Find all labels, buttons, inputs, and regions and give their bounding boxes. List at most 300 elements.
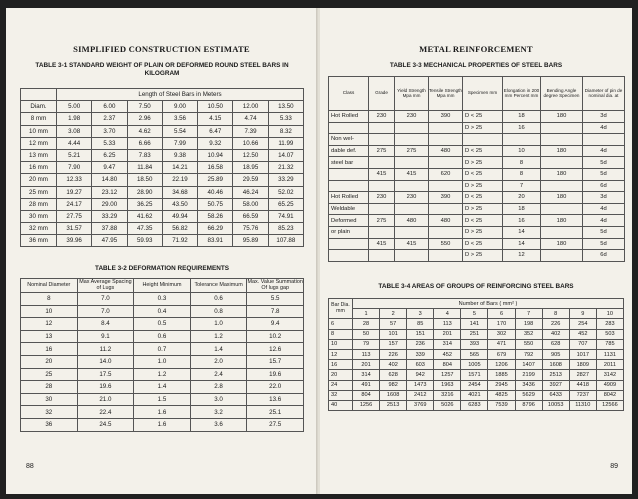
table3-cell [541, 134, 583, 146]
table4-area-cell: 471 [488, 339, 515, 349]
table1-weight-cell: 7.90 [57, 162, 92, 174]
table4-area-cell: 4909 [596, 380, 623, 390]
table4-area-cell: 8042 [596, 390, 623, 400]
table2-cell: 22.4 [77, 406, 134, 419]
table4-area-cell: 79 [353, 339, 380, 349]
table3-cell: 8 [503, 168, 541, 180]
table1-steel-weight [20, 88, 304, 247]
table3-cell: 4d [583, 145, 625, 157]
table1-weight-cell: 21.32 [268, 162, 303, 174]
table1-weight-cell: 83.91 [198, 235, 233, 247]
table3-cell: D > 25 [463, 203, 503, 215]
table3-cell [369, 250, 395, 262]
table-row [21, 137, 304, 149]
table4-area-cell: 201 [353, 360, 380, 370]
table4-count-header: 2 [380, 309, 407, 319]
table2-cell: 25.1 [247, 406, 304, 419]
table1-weight-cell: 29.00 [92, 198, 127, 210]
table2-cell: 28 [21, 381, 78, 394]
table1-weight-cell: 39.96 [57, 235, 92, 247]
table3-cell: Hot Rolled [329, 111, 369, 123]
table-row [21, 318, 304, 331]
table2-cell: 5.5 [247, 293, 304, 306]
table3-cell: 4d [583, 215, 625, 227]
table1-weight-cell: 34.68 [162, 186, 197, 198]
table4-area-cell: 151 [407, 329, 434, 339]
table3-cell: 14 [503, 238, 541, 250]
table3-cell: 5d [583, 168, 625, 180]
table1-weight-cell: 4.74 [233, 113, 268, 125]
table1-weight-cell: 71.92 [162, 235, 197, 247]
table2-cell: 10.2 [247, 330, 304, 343]
table3-cell [369, 180, 395, 192]
table4-dia-cell: 8 [329, 329, 353, 339]
table1-weight-cell: 2.37 [92, 113, 127, 125]
table4-area-cell: 550 [515, 339, 542, 349]
table2-cell: 0.3 [134, 293, 191, 306]
table2-header: Tolerance Maximum [190, 279, 247, 293]
table2-cell: 14.0 [77, 355, 134, 368]
table3-cell: 180 [541, 215, 583, 227]
table1-diam-cell: 36 mm [21, 235, 57, 247]
table1-diam-cell: 10 mm [21, 125, 57, 137]
table1-weight-cell: 33.29 [92, 210, 127, 222]
table2-deformation [20, 278, 304, 432]
table2-cell: 1.6 [134, 418, 191, 431]
table1-group-header: Length of Steel Bars in Meters [57, 89, 304, 101]
table1-weight-cell: 12.50 [233, 149, 268, 161]
table4-dia-cell: 24 [329, 380, 353, 390]
table1-diam-cell: 32 mm [21, 223, 57, 235]
table2-cell: 1.5 [134, 393, 191, 406]
table2-cell: 0.5 [134, 318, 191, 331]
table-row [329, 215, 625, 227]
table3-cell [541, 226, 583, 238]
table1-weight-cell: 95.89 [233, 235, 268, 247]
table4-area-cell: 113 [434, 319, 461, 329]
table2-cell: 0.8 [190, 305, 247, 318]
table4-area-cell: 11310 [569, 400, 596, 410]
table3-cell: 6d [583, 180, 625, 192]
table2-cell: 36 [21, 418, 78, 431]
table1-weight-cell: 4.62 [127, 125, 162, 137]
table3-cell: dable def. [329, 145, 369, 157]
table1-weight-cell: 33.29 [268, 174, 303, 186]
table2-cell: 8 [21, 293, 78, 306]
table3-cell [395, 157, 429, 169]
table3-cell: D < 25 [463, 238, 503, 250]
table3-header: Bending Angle degree Specimen [541, 77, 583, 111]
table3-cell: 4d [583, 203, 625, 215]
table3-cell [429, 157, 463, 169]
table3-cell: 5d [583, 157, 625, 169]
page-header: METAL REINFORCEMENT [419, 44, 533, 54]
table3-cell: 4d [583, 122, 625, 134]
table1-weight-cell: 47.35 [127, 223, 162, 235]
table3-cell: D > 25 [463, 250, 503, 262]
table3-cell: D > 25 [463, 180, 503, 192]
table1-diam-header: Diam. [21, 101, 57, 113]
table3-cell [429, 203, 463, 215]
table4-area-cell: 785 [596, 339, 623, 349]
table3-cell: 620 [429, 168, 463, 180]
table3-cell: 390 [429, 111, 463, 123]
table3-cell [395, 203, 429, 215]
table3-cell: 180 [541, 192, 583, 204]
table2-cell: 21.0 [77, 393, 134, 406]
table2-cell: 2.0 [190, 355, 247, 368]
table1-weight-cell: 18.95 [233, 162, 268, 174]
table1-weight-cell: 5.54 [162, 125, 197, 137]
table4-area-cell: 393 [461, 339, 488, 349]
table4-area-cell: 28 [353, 319, 380, 329]
table3-cell [395, 226, 429, 238]
table4-area-cell: 2513 [542, 370, 569, 380]
table3-cell: D < 25 [463, 145, 503, 157]
table3-cell: 14 [503, 226, 541, 238]
table2-cell: 10 [21, 305, 78, 318]
table4-area-cell: 1017 [569, 349, 596, 359]
table3-cell: 230 [395, 111, 429, 123]
table-row [329, 203, 625, 215]
table-row [329, 329, 624, 339]
table-row [21, 210, 304, 222]
table3-cell [369, 226, 395, 238]
table-row [21, 330, 304, 343]
table4-count-header: 5 [461, 309, 488, 319]
table1-weight-cell: 36.25 [127, 198, 162, 210]
table4-area-cell: 4418 [569, 380, 596, 390]
table3-mechanical [328, 76, 625, 262]
table-row [21, 235, 304, 247]
table4-area-cell: 236 [407, 339, 434, 349]
table1-weight-cell: 6.47 [198, 125, 233, 137]
table-row [21, 418, 304, 431]
table1-diam-cell: 30 mm [21, 210, 57, 222]
table2-cell: 7.8 [247, 305, 304, 318]
table3-cell: steel bar [329, 157, 369, 169]
table3-cell: 550 [429, 238, 463, 250]
table4-count-header: 10 [596, 309, 623, 319]
table4-area-cell: 157 [380, 339, 407, 349]
table-row [21, 162, 304, 174]
table4-area-cell: 1809 [569, 360, 596, 370]
table1-weight-cell: 7.99 [162, 137, 197, 149]
table1-weight-cell: 27.75 [57, 210, 92, 222]
table-row [21, 149, 304, 161]
table3-cell [329, 180, 369, 192]
table-row [329, 111, 625, 123]
table4-area-cell: 1407 [515, 360, 542, 370]
table1-weight-cell: 59.93 [127, 235, 162, 247]
table1-weight-cell: 3.70 [92, 125, 127, 137]
table-row [21, 198, 304, 210]
table1-weight-cell: 41.62 [127, 210, 162, 222]
table2-cell: 25 [21, 368, 78, 381]
table4-area-cell: 1257 [434, 370, 461, 380]
table2-cell: 13.6 [247, 393, 304, 406]
table4-area-cell: 251 [461, 329, 488, 339]
table1-weight-cell: 8.32 [268, 125, 303, 137]
table4-area-cell: 2827 [569, 370, 596, 380]
table4-count-header: 7 [515, 309, 542, 319]
table3-cell: D < 25 [463, 215, 503, 227]
table-row [329, 360, 624, 370]
table4-area-cell: 628 [542, 339, 569, 349]
table3-cell [429, 250, 463, 262]
table-row [21, 343, 304, 356]
table4-area-cell: 503 [596, 329, 623, 339]
table-row [329, 226, 625, 238]
table1-weight-cell: 40.46 [198, 186, 233, 198]
table2-cell: 2.4 [190, 368, 247, 381]
table3-cell [369, 134, 395, 146]
table1-weight-cell: 23.12 [92, 186, 127, 198]
table3-cell: D < 25 [463, 192, 503, 204]
table3-cell [395, 180, 429, 192]
table4-dia-cell: 32 [329, 390, 353, 400]
table1-caption: TABLE 3-1 STANDARD WEIGHT OF PLAIN OR DEFORMED ROUND STEEL BARS IN KILOGRAM [35, 62, 289, 78]
table2-cell: 32 [21, 406, 78, 419]
table4-area-cell: 452 [569, 329, 596, 339]
table2-cell: 1.0 [190, 318, 247, 331]
table4-count-header: 9 [569, 309, 596, 319]
table4-area-cell: 302 [488, 329, 515, 339]
table1-weight-cell: 6.25 [92, 149, 127, 161]
table1-weight-cell: 11.99 [268, 137, 303, 149]
table1-weight-cell: 11.84 [127, 162, 162, 174]
table3-header: Grade [369, 77, 395, 111]
table3-cell: 16 [503, 122, 541, 134]
table-row [21, 368, 304, 381]
table2-cell: 9.4 [247, 318, 304, 331]
table3-cell: 275 [369, 215, 395, 227]
table1-diam-cell: 12 mm [21, 137, 57, 149]
table1-weight-cell: 4.44 [57, 137, 92, 149]
table4-area-cell: 1206 [488, 360, 515, 370]
table3-cell [463, 134, 503, 146]
table4-area-cell: 4021 [461, 390, 488, 400]
table1-weight-cell: 10.66 [233, 137, 268, 149]
table-row [329, 319, 624, 329]
table3-header: Tensile Strength Mpa mm [429, 77, 463, 111]
table4-area-cell: 1608 [542, 360, 569, 370]
table4-count-header: 8 [542, 309, 569, 319]
table1-length-header: 10.50 [198, 101, 233, 113]
table3-cell [395, 122, 429, 134]
table3-cell [429, 134, 463, 146]
table4-area-cell: 2011 [596, 360, 623, 370]
table1-weight-cell: 3.56 [162, 113, 197, 125]
table3-cell: 480 [395, 215, 429, 227]
table3-cell [329, 168, 369, 180]
table4-area-cell: 1885 [488, 370, 515, 380]
table1-corner [21, 89, 57, 101]
table2-cell: 1.0 [134, 355, 191, 368]
table3-cell: 5d [583, 226, 625, 238]
table1-weight-cell: 29.59 [233, 174, 268, 186]
table4-area-cell: 1131 [596, 349, 623, 359]
table2-header: Max Average Spacing of Lugs [77, 279, 134, 293]
table3-cell [541, 157, 583, 169]
table3-header: Yield Strength Mpa mm [395, 77, 429, 111]
table3-cell [369, 157, 395, 169]
table3-cell: 415 [395, 168, 429, 180]
table-row [329, 192, 625, 204]
table3-cell: 6d [583, 250, 625, 262]
table3-cell [541, 122, 583, 134]
page-number: 89 [610, 463, 618, 470]
table4-area-cell: 3769 [407, 400, 434, 410]
table1-weight-cell: 18.50 [127, 174, 162, 186]
table1-weight-cell: 3.08 [57, 125, 92, 137]
table3-cell [583, 134, 625, 146]
table1-weight-cell: 58.00 [233, 198, 268, 210]
table3-cell: 415 [369, 238, 395, 250]
table4-area-cell: 942 [407, 370, 434, 380]
table4-area-cell: 7237 [569, 390, 596, 400]
table-row [329, 145, 625, 157]
table2-cell: 3.0 [190, 393, 247, 406]
table1-weight-cell: 85.23 [268, 223, 303, 235]
table4-area-cell: 5026 [434, 400, 461, 410]
table1-weight-cell: 9.38 [162, 149, 197, 161]
table4-area-cell: 905 [542, 349, 569, 359]
table1-weight-cell: 10.94 [198, 149, 233, 161]
table4-area-cell: 3927 [542, 380, 569, 390]
table4-area-cell: 1608 [380, 390, 407, 400]
table3-cell: Weldable [329, 203, 369, 215]
table1-weight-cell: 65.25 [268, 198, 303, 210]
table3-cell [541, 203, 583, 215]
table4-area-cell: 113 [353, 349, 380, 359]
table4-count-header: 1 [353, 309, 380, 319]
table3-cell [541, 180, 583, 192]
table4-area-cell: 628 [380, 370, 407, 380]
table4-dia-cell: 20 [329, 370, 353, 380]
table4-area-cell: 5629 [515, 390, 542, 400]
table4-area-cell: 402 [542, 329, 569, 339]
table4-area-cell: 339 [407, 349, 434, 359]
table3-header: Diameter of pin de nominal dia. at [583, 77, 625, 111]
table3-cell: D < 25 [463, 111, 503, 123]
table-row [21, 223, 304, 235]
table2-cell: 16 [21, 343, 78, 356]
table2-cell: 2.8 [190, 381, 247, 394]
table3-cell: 180 [541, 238, 583, 250]
table3-cell: 230 [395, 192, 429, 204]
table2-cell: 24.5 [77, 418, 134, 431]
table1-weight-cell: 52.02 [268, 186, 303, 198]
table2-cell: 27.5 [247, 418, 304, 431]
table4-area-cell: 8796 [515, 400, 542, 410]
table4-area-cell: 50 [353, 329, 380, 339]
table2-cell: 11.2 [77, 343, 134, 356]
table4-area-cell: 201 [434, 329, 461, 339]
table1-weight-cell: 107.88 [268, 235, 303, 247]
table3-cell [369, 122, 395, 134]
table1-weight-cell: 46.24 [233, 186, 268, 198]
table2-cell: 0.4 [134, 305, 191, 318]
table2-cell: 19.6 [77, 381, 134, 394]
table4-area-cell: 85 [407, 319, 434, 329]
table-row [329, 122, 625, 134]
table2-cell: 22.0 [247, 381, 304, 394]
table1-weight-cell: 7.83 [127, 149, 162, 161]
table3-cell: 275 [395, 145, 429, 157]
table3-cell: D > 25 [463, 122, 503, 134]
table4-dia-cell: 10 [329, 339, 353, 349]
table1-length-header: 9.00 [162, 101, 197, 113]
table1-diam-cell: 28 mm [21, 198, 57, 210]
table3-cell [429, 226, 463, 238]
table1-weight-cell: 1.98 [57, 113, 92, 125]
table3-cell: 18 [503, 111, 541, 123]
table1-weight-cell: 7.39 [233, 125, 268, 137]
table-row [329, 400, 624, 410]
table2-cell: 12.6 [247, 343, 304, 356]
table4-area-cell: 7539 [488, 400, 515, 410]
table4-area-cell: 603 [407, 360, 434, 370]
table4-count-header: 3 [407, 309, 434, 319]
table4-area-cell: 1473 [407, 380, 434, 390]
table1-weight-cell: 75.76 [233, 223, 268, 235]
table3-cell: 275 [369, 145, 395, 157]
table1-length-header: 6.00 [92, 101, 127, 113]
table4-area-cell: 2454 [461, 380, 488, 390]
table4-bar-header: Bar Dia. mm [329, 299, 353, 319]
table1-weight-cell: 56.82 [162, 223, 197, 235]
table4-area-cell: 283 [596, 319, 623, 329]
table3-cell [395, 134, 429, 146]
page-header: SIMPLIFIED CONSTRUCTION ESTIMATE [73, 44, 250, 54]
table4-group-header: Number of Bars ( mm² ) [353, 299, 624, 309]
table-row [329, 238, 625, 250]
table2-cell: 12 [21, 318, 78, 331]
table4-area-cell: 352 [515, 329, 542, 339]
table3-cell: D < 25 [463, 168, 503, 180]
table3-cell: D > 25 [463, 226, 503, 238]
table4-areas [328, 298, 624, 411]
table1-weight-cell: 14.07 [268, 149, 303, 161]
table3-cell: 18 [503, 203, 541, 215]
table2-cell: 8.4 [77, 318, 134, 331]
table2-cell: 1.2 [134, 368, 191, 381]
table4-area-cell: 170 [488, 319, 515, 329]
table-row [21, 186, 304, 198]
table3-cell: 480 [429, 215, 463, 227]
table-row [21, 113, 304, 125]
table1-weight-cell: 24.17 [57, 198, 92, 210]
table3-cell [395, 250, 429, 262]
table4-area-cell: 2513 [380, 400, 407, 410]
table3-cell [429, 180, 463, 192]
table-row [329, 339, 624, 349]
table1-weight-cell: 28.90 [127, 186, 162, 198]
table3-cell: 415 [395, 238, 429, 250]
table1-diam-cell: 16 mm [21, 162, 57, 174]
table4-area-cell: 3436 [515, 380, 542, 390]
table3-cell: 180 [541, 111, 583, 123]
table2-cell: 7.0 [77, 305, 134, 318]
table3-cell: Non wel- [329, 134, 369, 146]
table4-dia-cell: 12 [329, 349, 353, 359]
table2-cell: 1.6 [134, 406, 191, 419]
table4-area-cell: 314 [353, 370, 380, 380]
table2-cell: 19.6 [247, 368, 304, 381]
table1-diam-cell: 8 mm [21, 113, 57, 125]
table4-area-cell: 491 [353, 380, 380, 390]
